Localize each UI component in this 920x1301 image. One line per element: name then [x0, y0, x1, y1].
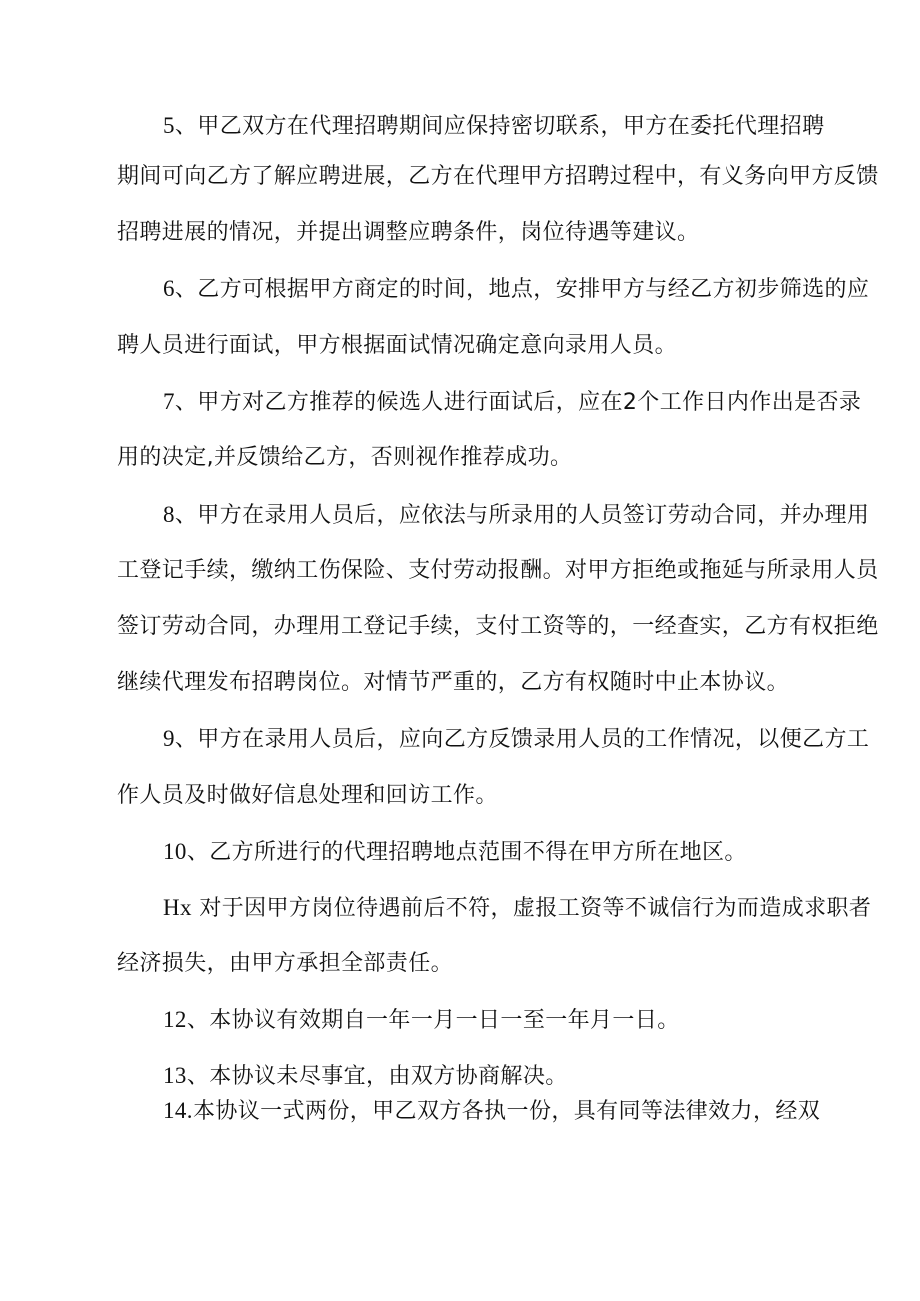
paragraph-7-text: 、甲方对乙方推荐的候选人进行面试后，应在2个工作日内作出是否录 [174, 390, 862, 415]
paragraph-6-text: 、乙方可根据甲方商定的时间，地点，安排甲方与经乙方初步筛选的应 [174, 277, 870, 302]
paragraph-5-text: 期间可向乙方了解应聘进展，乙方在代理甲方招聘过程中，有义务向甲方反馈 [117, 164, 879, 189]
paragraph-8-text: 、甲方在录用人员后，应依法与所录用的人员签订劳动合同，并办理用 [174, 503, 870, 528]
paragraph-8-text: 签订劳动合同，办理用工登记手续，支付工资等的，一经查实，乙方有权拒绝 [117, 614, 879, 639]
paragraph-9-text: 、甲方在录用人员后，应向乙方反馈录用人员的工作情况，以便乙方工 [174, 727, 870, 752]
paragraph-8-text: 工登记手续，缴纳工伤保险、支付劳动报酬。对甲方拒绝或拖延与所录用人员 [117, 558, 879, 583]
paragraph-8-line-3 [117, 612, 879, 642]
paragraph-11-line-2 [117, 949, 453, 979]
paragraph-5-text: 招聘进展的情况，并提出调整应聘条件，岗位待遇等建议。 [117, 220, 700, 245]
paragraph-6-number: 6 [163, 276, 175, 301]
paragraph-7-line-1 [163, 387, 861, 418]
paragraph-12-line-1 [163, 1005, 680, 1036]
paragraph-5-line-3 [117, 218, 699, 248]
paragraph-6-text: 聘人员进行面试，甲方根据面试情况确定意向录用人员。 [117, 333, 678, 358]
paragraph-14-text: 本协议一式两份，甲乙双方各执一份，具有同等法律效力，经双 [192, 1099, 821, 1124]
paragraph-9-line-2 [117, 781, 498, 811]
paragraph-12-text: 、本协议有效期自一年一月一日一至一年月一日。 [186, 1008, 680, 1033]
paragraph-11-line-1 [163, 893, 871, 924]
paragraph-9-text: 作人员及时做好信息处理和回访工作。 [117, 783, 498, 808]
paragraph-11-number: Hx [163, 895, 192, 920]
paragraph-8-line-2 [117, 556, 879, 586]
paragraph-8-line-1 [163, 500, 869, 531]
paragraph-7-number: 7 [163, 389, 175, 414]
paragraph-10-line-1 [163, 837, 747, 868]
paragraph-8-number: 8 [163, 502, 175, 527]
paragraph-10-text: 、乙方所进行的代理招聘地点范围不得在甲方所在地区。 [186, 840, 747, 865]
paragraph-8-text: 继续代理发布招聘岗位。对情节严重的，乙方有权随时中止本协议。 [117, 670, 790, 695]
paragraph-7-text: 用的决定,并反馈给乙方，否则视作推荐成功。 [117, 445, 573, 470]
paragraph-5-number: 5 [163, 113, 175, 138]
paragraph-13-text: 、本协议未尽事宜，由双方协商解决。 [186, 1064, 568, 1089]
paragraph-6-line-1 [163, 274, 869, 305]
paragraph-13-number: 13 [163, 1063, 187, 1088]
paragraph-5-line-2 [117, 162, 879, 192]
paragraph-9-line-1 [163, 724, 869, 755]
paragraph-7-line-2 [117, 443, 572, 473]
paragraph-11-text: 对于因甲方岗位待遇前后不符，虚报工资等不诚信行为而造成求职者 [191, 896, 872, 921]
paragraph-5-line-1 [163, 111, 825, 142]
paragraph-8-line-4 [117, 668, 789, 698]
paragraph-10-number: 10 [163, 839, 187, 864]
paragraph-12-number: 12 [163, 1007, 187, 1032]
paragraph-13-line-1 [163, 1061, 568, 1092]
paragraph-6-line-2 [117, 331, 677, 361]
paragraph-14-line-1 [163, 1096, 820, 1127]
paragraph-14-number: 14. [163, 1098, 193, 1123]
paragraph-9-number: 9 [163, 726, 175, 751]
paragraph-5-text: 、甲乙双方在代理招聘期间应保持密切联系，甲方在委托代理招聘 [174, 114, 825, 139]
paragraph-11-text: 经济损失，由甲方承担全部责任。 [117, 951, 454, 976]
